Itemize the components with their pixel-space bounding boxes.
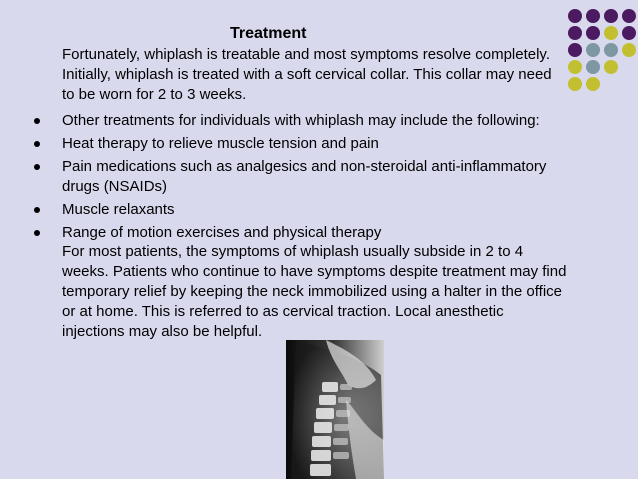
- xray-graphic: [286, 340, 384, 479]
- bullet-icon: [34, 230, 40, 236]
- bullet-text: Range of motion exercises and physical therapy: [62, 224, 382, 241]
- list-item: [0, 157, 546, 197]
- bullet-icon: [34, 164, 40, 170]
- list-item: [0, 223, 546, 243]
- slide-title: Treatment: [230, 25, 307, 42]
- list-item: [0, 111, 546, 131]
- bullet-text: Pain medications such as analgesics and non-steroidal anti-inflammatory drugs (NSAIDs): [62, 158, 547, 195]
- bullet-text: Heat therapy to relieve muscle tension and pain: [62, 135, 379, 152]
- bullet-icon: [34, 118, 40, 124]
- bullet-icon: [34, 207, 40, 213]
- bullet-icon: [34, 141, 40, 147]
- list-item: [0, 200, 546, 220]
- bullet-text: Muscle relaxants: [62, 201, 175, 218]
- closing-paragraph: For most patients, the symptoms of whiplash usually subside in 2 to 4 weeks. Patients who continue to have symptoms despite treatment may find temporary relief by keeping the neck immobilized using a halter in the office or at home. This is referred to as cervical traction. Local anesthetic injections may also be helpful.: [62, 243, 567, 340]
- bullet-text: Other treatments for individuals with whiplash may include the following:: [62, 112, 540, 129]
- treatment-bullet-list: [0, 111, 546, 246]
- list-item: [0, 134, 546, 154]
- neck-xray-image: [286, 340, 384, 479]
- intro-paragraph: Fortunately, whiplash is treatable and most symptoms resolve completely. Initially, whiplash is treated with a soft cervical collar. This collar may need to be worn for 2 to 3 weeks.: [62, 46, 552, 103]
